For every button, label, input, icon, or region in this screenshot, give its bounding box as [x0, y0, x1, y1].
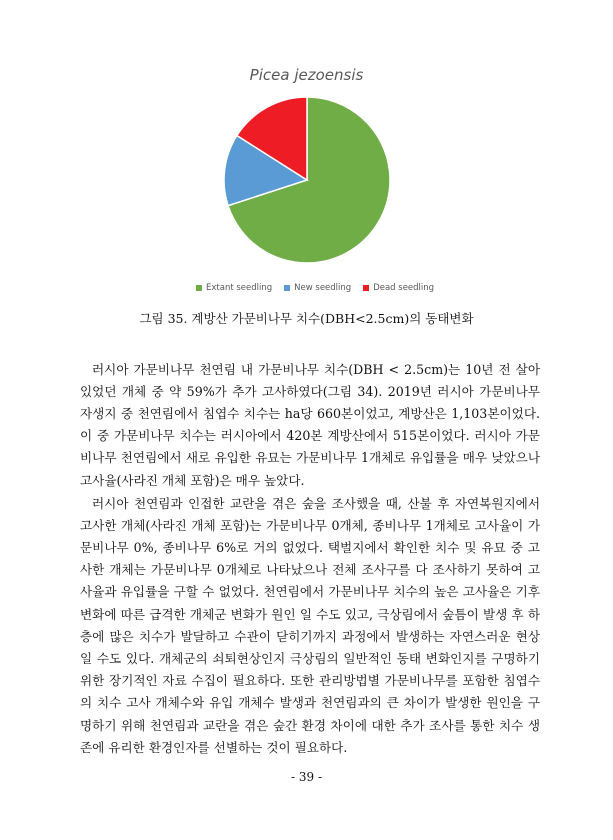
pie-chart: [0, 0, 613, 300]
figure-caption: 그림 35. 계방산 가문비나무 치수(DBH<2.5cm)의 동태변화: [139, 311, 474, 326]
page-number: - 39 -: [290, 770, 322, 784]
legend-label: Dead seedling: [373, 283, 435, 293]
chart-legend: [196, 283, 434, 293]
legend-label: Extant seedling: [206, 283, 273, 293]
paragraph-2: 러시아 천연림과 인접한 교란을 겪은 숲을 조사했을 때, 산불 후 자연복원지에서 고사한 개체(사라진 개체 포함)는 가문비나무 0개체, 종비나무 1개체로 고사율이 가문비나무 0%, 종비나무 6%로 거의 없었다. 택벌지에서 확인한 치수 및 유묘 중 고사한 개체는 가문비나무 0개체로 나타났으나 전체 조사구를 다 조사하기 못하여 고사율과 유입률을 구할 수 없었다. 천연림에서 가문비나무 치수의 높은 고사율은 기후변화에 따른 급격한 개체군 변화가 원인 일 수도 있고, 극상림에서 숲틈이 발생 후 하층에 많은 치수가 발달하고 수관이 닫히기까지 과정에서 발생하는 자연스러운 현상일 수도 있다. 개체군의 쇠퇴현상인지 극상림의 일반적인 동태 변화인지를 구명하기 위한 장기적인 자료 수집이 필요하다. 또한 관리방법별 가문비나무를 포함한 침엽수의 치수 고사 개체수와 유입 개체수 발생과 천연림과의 큰 차이가 발생한 원인을 구명하기 위해 천연림과 교란을 겪은 숲간 환경 차이에 대한 추가 조사를 통한 치수 생존에 유리한 환경인자를 선별하는 것이 필요하다.: [80, 495, 540, 755]
legend-item: [363, 283, 434, 293]
chart-title: Picea jezoensis: [249, 66, 364, 84]
legend-swatch: [196, 285, 202, 291]
pie-chart-svg: [0, 0, 613, 300]
legend-item: [196, 283, 272, 293]
paragraph-1: 러시아 가문비나무 천연림 내 가문비나무 치수(DBH < 2.5cm)는 10년 전 살아있었던 개체 중 약 59%가 추가 고사하였다(그림 34). 2019년 러시아 가문비나무 자생지 중 천연림에서 침엽수 치수는 ha당 660본이었고, 계방산은 1,103본이었다. 이 중 가문비나무 치수는 러시아에서 420본 계방산에서 515본이었다. 러시아 가문비나무 천연림에서 새로 유입한 유묘는 가문비나무 1개체로 유입률을 매우 낮았으나 고사율(사라진 개체 포함)은 매우 높았다.: [80, 361, 540, 488]
legend-swatch: [284, 285, 290, 291]
legend-swatch: [363, 285, 369, 291]
legend-item: [284, 283, 351, 293]
legend-label: New seedling: [294, 283, 352, 293]
